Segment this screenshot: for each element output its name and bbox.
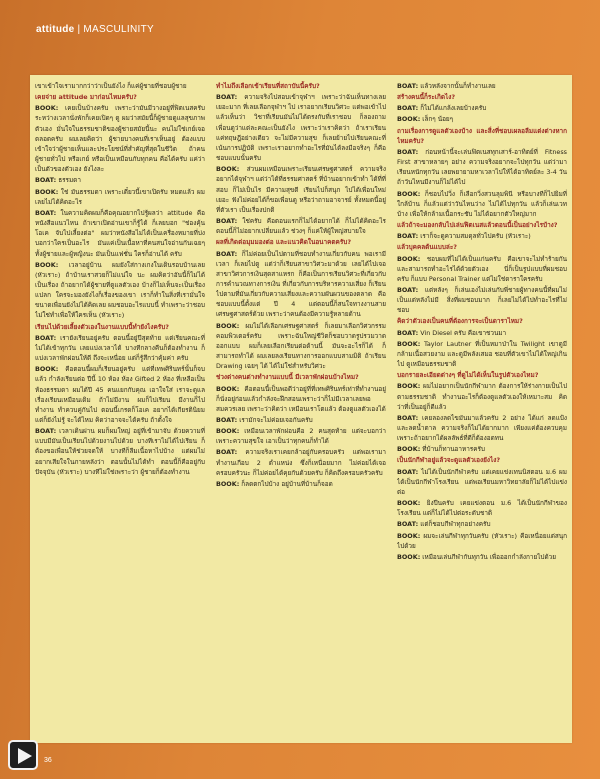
answer-text: เหมือนเวลาพักผ่อนคือ 2 คนสุดท้าย แต่จะบอกว่าเพราะความสุขใจ เอาเป็นว่าทุกคนก็ทำได้ [216, 427, 386, 446]
speaker-label: BOOK: [397, 339, 421, 348]
interview-answer [216, 321, 386, 372]
interview-answer [35, 208, 205, 259]
interview-answer [35, 364, 205, 425]
interview-answer [397, 231, 567, 241]
interview-question: ทำไมถึงเลือกเข้าเรียนที่สถาบันนี้ครับ? [216, 82, 320, 90]
answer-text: ใช่ มันธรรมดา เพราะเดี๋ยวนี้เขาเปิดรับ หมดแล้ว ผมเลยไม่ได้คิดอะไร [35, 187, 205, 206]
interview-answer [216, 426, 386, 446]
interview-answer [216, 479, 386, 489]
answer-text: เวลาอยู่บ้าน ผมยังใส่กางเกงในเดินรอบบ้านเลย (หัวเราะ) ถ้าบ้านเราสวยก็ไม่แน่ใจ นะ ผมคิดว่าอันนี้ก็ไม่ได้เป็นเรื่อง ถ้าอยากได้ผู้ชายที่ดูแลตัวเอง บ้างก็ไม่เห็นจะเป็นเรื่องแปลก ใครจะมองยังไงก็เรื่องของเขา เราก็ทำในสิ่งที่เรามั่นใจ ขนาดเพื่อนยังไม่ได้คิดเลย ผมชอบอะไรแบบนี้ ทำเพราะว่าชอบ ไม่ใช่ทำเพื่อให้ใครเห็น (หัวเราะ) [35, 260, 205, 320]
answer-text: เล็กๆ น้อยๆ [422, 115, 454, 124]
speaker-label: BOOK: [35, 187, 59, 196]
interview-answer [397, 519, 567, 529]
answer-text: ก็ลดตกไปบ้าง อยู่บ้านที่บ้านก็จอด [241, 479, 333, 488]
interview-answer [216, 447, 386, 477]
answer-text: ความจริงเราเคยกล้าอยู่กับครอบครัว แต่พอเรามาทำงานเกือบ 2 ตำแหน่ง ซึ่งก็เหนื่อยมาก ไม่ค่อยได้เจอครอบครัวนะ ก็ไม่ค่อยได้คุยกันด้วยครับ ก็คิดถึงครอบครัวครับ [216, 448, 386, 477]
interview-answer [397, 444, 567, 454]
interview-answer [397, 467, 567, 497]
speaker-label: BOAT: [35, 208, 57, 217]
interview-answer [397, 531, 567, 551]
page-number: 36 [44, 757, 52, 764]
speaker-label: BOAT: [216, 93, 238, 102]
speaker-label: BOAT: [397, 285, 419, 294]
answer-text: ในความคิดผมก็คือคุณอยากไปรู้ผลว่า attitude คือหนังสือแนวไหน ถ้าเขาเปิดอ่านเขาก็รู้ได้ ก็เลยบอก "ช่องคุ้น โอเค จับไปเลี้ยงต่อ" ผมว่าหนังสือไม่ได้เป็นเครื่องหมายที่บ่งบอกว่าใครเป็นอะไร มันแค่เป็นเนื้อหาที่คนสนใจอ่านกันเฉยๆ ทั้งผู้ชายและผู้หญิงนะ มันเป็นแฟชั่น ใครก็อ่านได้ ครับ [35, 208, 205, 258]
answer-text: ก่อนหน้านี้จะเล่นฟิตเนสทุกเสาร์-อาทิตย์ที่ Fitness First สาขาหลายๆ อย่าง ความจริงอยากจะไปทุกวัน แต่ว่ามาเรียนหนักทุกวัน เลยพยายามหาเวลาไปให้ได้อาทิตย์ละ 3-4 วัน ถ้าวันไหนมีงานก็ไม่ได้ไป [397, 147, 567, 187]
answer-text: ความจริงไปสอบเข้าจุฬาฯ เพราะว่าฉันเห็นทางเลยเยอะมาก ที่เลยเลือกจุฬาฯ ไป เราอยากเรียนวิศวะ แต่พอเข้าไปแล้วเห็นว่า วิชาที่เรียนมันไม่ได้ตรงกับที่เราชอบ ก็ลองถามเพื่อนดูว่าแต่ละคณะเป็นยังไง เพราะว่าเราคิดว่า ถ้าเราเรียนแค่ทฤษฎีอย่างเดียว จะไม่มีความสุข ก็เลยย้ายไปเรียนคณะที่เน้นการปฏิบัติ เพราะเราอยากทำอะไรที่มันได้ลงมือจริงๆ ก็คือชอบแบบนั้นครับ [216, 93, 386, 163]
interview-answer [216, 92, 386, 163]
answer-text: ใช่ครับ คือตอนแรกก็ไม่ได้อยากได้ ก็ไม่ได้คิดอะไร ตอนนี้ก็ไม่อยากเปลี่ยนแล้ว ช่วงๆ ก็แค่ให้ผู้ใหญ่สบายใจ [216, 217, 386, 236]
answer-text: เรามักจะไม่ค่อยเจอกันครับ [239, 416, 313, 424]
answer-text: ธรรมดา [58, 176, 81, 185]
speaker-label: BOOK: [216, 384, 240, 393]
interview-question: ถามเรื่องการดูแลตัวเองบ้าง และสิ่งที่ชอบเผลอลืมแต่งต่างหากไหมครับ? [397, 126, 567, 145]
interview-answer [397, 114, 567, 124]
interview-answer [397, 498, 567, 518]
speaker-label: BOOK: [35, 104, 59, 113]
speaker-label: BOOK: [397, 445, 421, 454]
speaker-label: BOOK: [397, 499, 421, 508]
speaker-label: BOAT: [216, 249, 238, 258]
interview-answer [397, 189, 567, 219]
answer-text: แต่หลังๆ ก็เล่นเองไม่เล่นกับพี่ชายผู้ทางคนนี้ที่ผมไม่เป็นแต่หลังไม่มี สิ่งที่ผมชอบมาก ก็เลยไม่ได้ไปทำอะไรที่ไม่ชอบ [397, 285, 567, 315]
speaker-label: BOOK: [397, 189, 421, 198]
answer-text: Taylor Lautner ที่เป็นหมาป่าใน Twilight เขาดูมีกล้ามเนื้อสวยงาม และดูมีพลังเสมอ ชอบที่ตัวเขาไม่ได้ใหญ่เกินไป ดูเหมือนธรรมชาติ [397, 339, 567, 369]
speaker-label: BOOK: [216, 165, 240, 174]
interview-answer [397, 381, 567, 411]
speaker-label: BOOK: [397, 254, 421, 263]
interview-answer [35, 103, 205, 174]
speaker-label: BOOK: [397, 115, 421, 124]
speaker-label: BOAT: [35, 427, 57, 436]
answer-text: เวลาเดินผ่าน ผมก็ผมใหญ่ อยู่ที่เข้ามาจับ ด้วยความที่แบบมีมันเป็นเรียนไปด้วยงานไปด้วย บางทีเราไม่ได้ไปเรียน ก็ต้องขอเพื่อนให้ช่วยจดให้ บางทีก็ลืมเนื้อหาไปบ้าง แต่ผมไม่อยากเสียใจในภายหลังว่า ตอนนั้นไม่ได้ทำ ตอนนี้ก็คืออยู่กับปัจจุบัน (หัวเราะ) บางทีไม่ใช่เพราะว่า ผู้ชายก็ต้องทำงาน [35, 427, 205, 476]
interview-answer [35, 187, 205, 207]
interview-answer [397, 103, 567, 113]
speaker-label: BOAT: [397, 328, 419, 337]
speaker-label: BOOK: [216, 427, 240, 436]
header-separator: | [77, 24, 81, 35]
interview-question: เรียนไปด้วยเลี้ยงตัวเองในงานแบบนี้ทำยังไงครับ? [35, 322, 169, 331]
interview-question: แล้วบุคคลต้นแบบล่ะ? [397, 243, 457, 252]
section-header [36, 24, 154, 35]
answer-text: เคยเป็นบ้างครับ เพราะว่ามันมีวางอยู่ที่ฟิตเนสครับ ระหว่างเวลานั่งพักก็เคยเปิดๆ ดู ผมว่าสมัยนี้ก็ผู้ชายดูแลสุขภาพตัวเอง มั่นใจในธรรมชาติของผู้ชายสมัยนี้นะ คนไม่ใช่เกย์เจอตลอดครับ ผมเลยคิดว่า ผู้ชายบางคนที่เราเห็นอยู่ ต้องแบบเข้าใจว่าผู้ชายเห็นและประโยชน์ที่สำคัญที่สุดในชีวิต ถ้าคนผู้ชายทั่วไป หรือเกย์ หรือเป็นเหมือนกับทุกคน คือได้ครับ แค่ว่าเป็นตัวของตัวเอง ยังไงละ [35, 104, 205, 174]
interview-question: บอกรายละเอียดต่างๆ ที่ดูไม่ได้เห็นในรูปตัวเองไหม? [397, 371, 539, 380]
answer-text: ผมไม่ได้เลือกเศรษฐศาสตร์ ก็เลยมาเลือกวิศวกรรมคอมพิวเตอร์ครับ เพราะฉันใหญ่ชีวิตก็ชอบวาดรูปรวมวาดออกแบบ ผมก็เลยเลือกเรียนต่อด้านนี้ มันจะอะไรก็ได้ ก็สามารถทำได้ ผมเลยลงเรียนทางการออกแบบสามมิติ ถ้าเรียน Drawing เฉยๆ ได้ ได้ไม่ใช่สำหรับวิศวะ [216, 321, 386, 371]
speaker-label: BOAT: [216, 217, 238, 226]
answer-text: เรายังเรียนอยู่ครับ ตอนนี้อยู่ปีสุดท้าย แต่เรียนคณะที่ไม่ได้เข้าทุกวัน เลยแบ่งเวลาได้ บางทีกลางคืนก็ต้องทำงาน ก็แบ่งเวลาพักผ่อนให้ดี ถึงจะเหนื่อย แต่ก็รู้สึกว่าคุ้มค่า ครับ [35, 333, 205, 363]
interview-answer [216, 164, 386, 215]
interview-answer [397, 81, 567, 91]
speaker-label: BOOK: [397, 552, 421, 561]
interview-answer [397, 328, 567, 338]
play-button[interactable] [8, 740, 38, 770]
speaker-label: BOAT: [35, 176, 57, 185]
speaker-label: BOOK: [397, 382, 421, 391]
interview-answer [397, 552, 567, 562]
speaker-label: BOAT: [397, 413, 419, 422]
speaker-label: BOOK: [35, 260, 59, 269]
interview-answer [35, 426, 205, 477]
answer-text: คือตอนนี้เป็นพอดีว่าอยู่ที่ที่เทพศิรินทร์เท่าที่ทำงานอยู่ก็นั่งอยู่ก่อนแล้วกำลังจะฝึกสอนเพราะว่าก็ไม่มีเวลาเลยพอสมควรเลย เพราะว่าคิดว่า เหมือนเราโตแล้ว ต้องดูแลตัวเองได้ [216, 384, 386, 413]
interview-question: เป็นนักกีฬาอยู่แล้วจะดูแลตัวเองยังไง? [397, 456, 501, 465]
interview-question: สร้างคนนี้ก็ระเกิดไง? [397, 93, 456, 102]
speaker-label: BOAT: [216, 448, 238, 457]
answer-text: เหมือนเล่นกีฬากันทุกวัน เพื่อออกกำลังกายไปด้วย [422, 552, 556, 561]
answer-text: แล้วหลังจากนั้นก็ทำงานเลย [420, 82, 496, 90]
answer-text: ก็ไม่ค่อยเป็นไปตามที่ชอบทำงานเกี่ยวกับคน พอเรามีเวลา ก็เลยไปดู แต่ว่าก็เรียนสาขาวิศวะมาด้วย เลยได้ไปเจอสาขาวิศวการเงินสุดสาแหรก ก็คือเป็นการเรียนวิศวะที่เกี่ยวกับการคำนวณทางการเงิน ที่เกี่ยวกับการบริหารความเสี่ยง ก็เรียนไปตามที่มันเกี่ยวกับความเสี่ยงและความผันผวนของตลาด คือชอบแบบนี้ตั้งแต่ ปี 4 แต่ตอนนี้ก็สนใจทางงานสายเศรษฐศาสตร์ด้วย เพราะว่าคนต้องมีความรู้หลายด้าน [216, 249, 386, 319]
article-column-2 [216, 81, 386, 741]
interview-answer [397, 147, 567, 188]
speaker-label: BOAT: [216, 416, 238, 424]
interview-answer [35, 81, 205, 91]
speaker-label: BOAT: [397, 82, 419, 90]
answer-text: ยิงปืนครับ เคยแข่งตอน ม.6 ได้เป็นนักกีฬาของโรงเรียน แต่ก็ไม่ได้ไปต่อระดับชาติ [397, 499, 567, 518]
speaker-label: BOOK: [397, 531, 421, 540]
answer-text: คือตอนนี้ผมก็เรียนอยู่ครับ แต่ที่เทพศิรินทร์นั้นก็จบแล้ว กำลังเรียนต่อ ปีนี้ 10 ห้อง ห้อง Gifted 2 ห้อง ที่เหลือเป็นห้องธรรมดา ผมได้ปี 45 คนแยกกับคุณ เอาใจใส่ เราจะดูแลเรื่องเรียนเหมือนเดิม ถ้าไม่มีงาน ผมก็ไปเรียน มีงานก็ไปทำงาน ทำควบคู่กันไป ตอนนี้เกรดก็โอเค อยากได้เกียรตินิยมแต่ก็ยังไม่รู้ จะได้ไหม คิดว่าอาจจะได้ครับ ถ้าตั้งใจ [35, 365, 205, 424]
answer-text: ผมจะเล่นกีฬาทุกวันครับ (หัวเราะ) คือเหนื่อยแต่สนุกไปด้วย [397, 531, 567, 550]
interview-answer [216, 384, 386, 414]
interview-question: ช่วงต่างคนต่างทำงานแบบนี้ มีเวลาพักผ่อนบ้างไหม? [216, 373, 359, 382]
answer-text: เขาเข้าใจเรามากกว่าว่าเป็นยังไง ก็แค่ผู้ชายที่ชอบผู้ชาย [35, 82, 187, 90]
section-category: MASCULINITY [83, 24, 154, 35]
interview-question: คิดว่าตัวเองเป็นคนที่ต้องการจะเป็นดาราไหม? [397, 317, 523, 326]
interview-answer [35, 175, 205, 185]
answer-text: ไม่ได้เป็นนักกีฬาครับ แต่เคยแข่งเทนนิสตอน ม.6 ผมได้เป็นนักกีฬาโรงเรียน แต่พอเรียนมหาวิทยาลัยก็ไม่ได้ไปแข่งต่อ [397, 467, 567, 496]
interview-answer [216, 216, 386, 236]
answer-text: ชอบผมที่ไม่ได้เป็นแก่นครับ คือเขาจะไม่ทำร้ายกัน และสามารถทำอะไรได้ด้วยตัวเอง นี่ก็เป็นรูปแบบที่ผมชอบ ครับ ก็แบบ Personal Trainer แต่ไม่ใช่ดาราใครครับ [397, 254, 567, 283]
speaker-label: BOOK: [216, 321, 240, 330]
interview-question: เคยจ่าย attitude มาก่อนไหมครับ? [35, 93, 137, 102]
interview-answer [35, 260, 205, 321]
answer-text: ผมไม่อยากเป็นนักกีฬามาก ต้องการให้ร่างกายเป็นไปตามธรรมชาติ ทำงานอะไรก็ต้องดูแลตัวเองให้เหมาะสม คิดว่าที่เป็นอยู่ก็ดีแล้ว [397, 382, 567, 411]
article-column-1 [35, 81, 205, 741]
speaker-label: BOOK: [35, 365, 59, 374]
speaker-label: BOAT: [397, 104, 419, 113]
speaker-label: BOAT: [397, 520, 419, 529]
answer-text: ที่บ้านก็ทานอาหารครับ [422, 445, 485, 454]
answer-text: เคยลองลดไขมันมาแล้วครับ 2 อย่าง ได้แก่ ลดแป้ง และลดน้ำตาล ความจริงก็ไม่ได้ยากมาก เพียงแค่ต้องควบคุม เพราะถ้าอยากได้ผลลัพธ์ที่ดีก็ต้องอดทน [397, 413, 567, 443]
article-page [30, 75, 572, 743]
answer-text: ก็ชอบไปวิ่ง ก็เลือกวิ่งสวนลุมพินี หรือบางทีก็ไปยิมที่ใกล้บ้าน ก็แล้วแต่ว่าวันไหนว่าง ไม่ได้ไปทุกวัน แล้วก็เล่นเวทบ้าง เพื่อให้กล้ามเนื้อกระชับ ไม่ได้อยากตัวใหญ่มาก [397, 189, 567, 218]
article-column-3 [397, 81, 567, 741]
speaker-label: BOAT: [397, 232, 419, 241]
answer-text: ส่วนผมเหมือนเพราะเรียนเศรษฐศาสตร์ ความจริงอยากได้จุฬาฯ แต่ว่าได้ที่ธรรมศาสตร์ ที่บ้านอยากเข้าทำ ได้ที่ที่สอบ ก็ไม่เป็นไร มีความสุขดี เรียนไปก็สนุก ไปได้เพื่อนใหม่เยอะ ฟังไม่ค่อยได้ก็ขอเพื่อนดู หรือว่าถามอาจารย์ ทั้งหมดนี้อยู่ที่ตัวเรา เป็นเรื่องปกติ [216, 165, 386, 214]
answer-text: แต่ก็ชอบกีฬาทุกอย่างครับ [420, 520, 491, 529]
section-name: attitude [36, 24, 75, 35]
interview-answer [397, 339, 567, 369]
interview-answer [216, 415, 386, 425]
answer-text: เราก็จะดูความสมดุลทั่วไปครับ (หัวเราะ) [420, 232, 531, 241]
interview-answer [397, 254, 567, 284]
interview-question: ผลที่เกิดต่อมุมมองต่อ และแนวคิดในอนาคตครับ? [216, 238, 352, 247]
interview-answer [216, 249, 386, 320]
speaker-label: BOAT: [35, 333, 57, 342]
interview-answer [35, 333, 205, 363]
answer-text: Vin Diesel ครับ คือเขาชวนมา [420, 328, 507, 337]
speaker-label: BOAT: [397, 147, 419, 156]
speaker-label: BOAT: [397, 467, 419, 476]
interview-question: แล้วถ้าจะมองกลับไปเล่นฟิตเนสแล้วตอนนี้เป็นอย่างไรบ้าง? [397, 221, 558, 230]
speaker-label: BOOK: [216, 479, 240, 488]
interview-answer [397, 285, 567, 315]
interview-answer [397, 413, 567, 443]
play-icon [18, 748, 32, 764]
answer-text: ก็ไม่ได้แกล้งเลยบ้างครับ [420, 104, 487, 113]
